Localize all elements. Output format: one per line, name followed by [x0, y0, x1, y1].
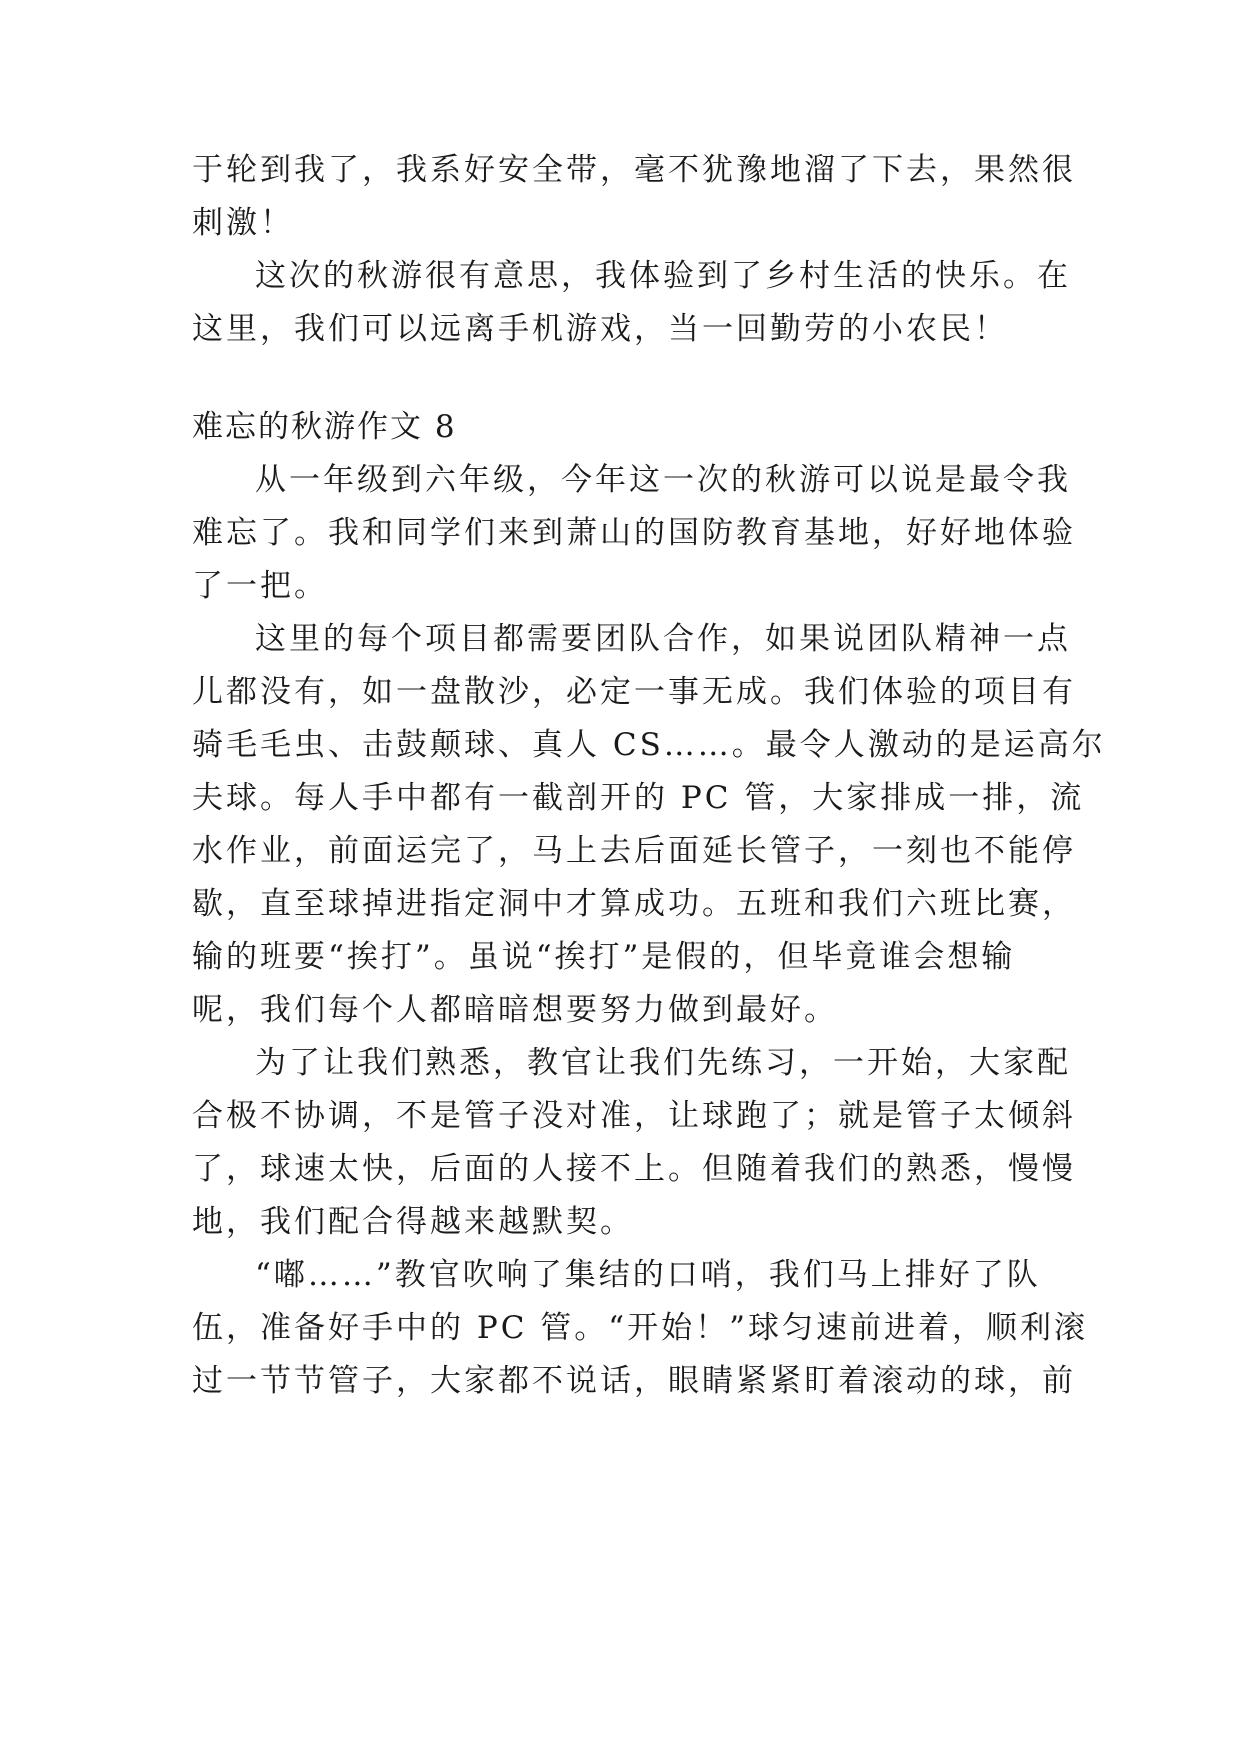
paragraph-line: 这次的秋游很有意思，我体验到了乡村生活的快乐。在 [255, 258, 1071, 294]
section-heading: 难忘的秋游作文 8 [192, 409, 457, 445]
paragraph-line: 刺激！ [192, 205, 294, 241]
paragraph-line: 地，我们配合得越来越默契。 [192, 1204, 634, 1240]
paragraph-line: 过一节节管子，大家都不说话，眼睛紧紧盯着滚动的球，前 [192, 1363, 1076, 1399]
paragraph-line: 水作业，前面运完了，马上去后面延长管子，一刻也不能停 [192, 833, 1076, 869]
paragraph-line: 于轮到我了，我系好安全带，毫不犹豫地溜了下去，果然很 [192, 152, 1076, 188]
paragraph-line: 难忘了。我和同学们来到萧山的国防教育基地，好好地体验 [192, 515, 1076, 551]
paragraph-line: 骑毛毛虫、击鼓颠球、真人 CS……。最令人激动的是运高尔 [192, 727, 1106, 763]
paragraph-line: 儿都没有，如一盘散沙，必定一事无成。我们体验的项目有 [192, 674, 1076, 710]
paragraph-line: 了，球速太快，后面的人接不上。但随着我们的熟悉，慢慢 [192, 1151, 1076, 1187]
paragraph-line: 呢，我们每个人都暗暗想要努力做到最好。 [192, 992, 838, 1028]
paragraph-line: 从一年级到六年级，今年这一次的秋游可以说是最令我 [255, 462, 1071, 498]
paragraph-line: 歇，直至球掉进指定洞中才算成功。五班和我们六班比赛， [192, 886, 1076, 922]
paragraph-line: “嘟……”教官吹响了集结的口哨，我们马上排好了队 [255, 1257, 1041, 1293]
paragraph-line: 了一把。 [192, 568, 328, 604]
paragraph-line: 这里的每个项目都需要团队合作，如果说团队精神一点 [255, 621, 1071, 657]
paragraph-line: 伍，准备好手中的 PC 管。“开始！”球匀速前进着，顺利滚 [192, 1310, 1088, 1346]
paragraph-line: 为了让我们熟悉，教官让我们先练习，一开始，大家配 [255, 1045, 1071, 1081]
paragraph-line: 合极不协调，不是管子没对准，让球跑了；就是管子太倾斜 [192, 1098, 1076, 1134]
paragraph-line: 输的班要“挨打”。虽说“挨打”是假的，但毕竟谁会想输 [192, 939, 1016, 975]
paragraph-line: 夫球。每人手中都有一截剖开的 PC 管，大家排成一排，流 [192, 780, 1085, 816]
paragraph-line: 这里，我们可以远离手机游戏，当一回勤劳的小农民！ [192, 311, 1008, 347]
